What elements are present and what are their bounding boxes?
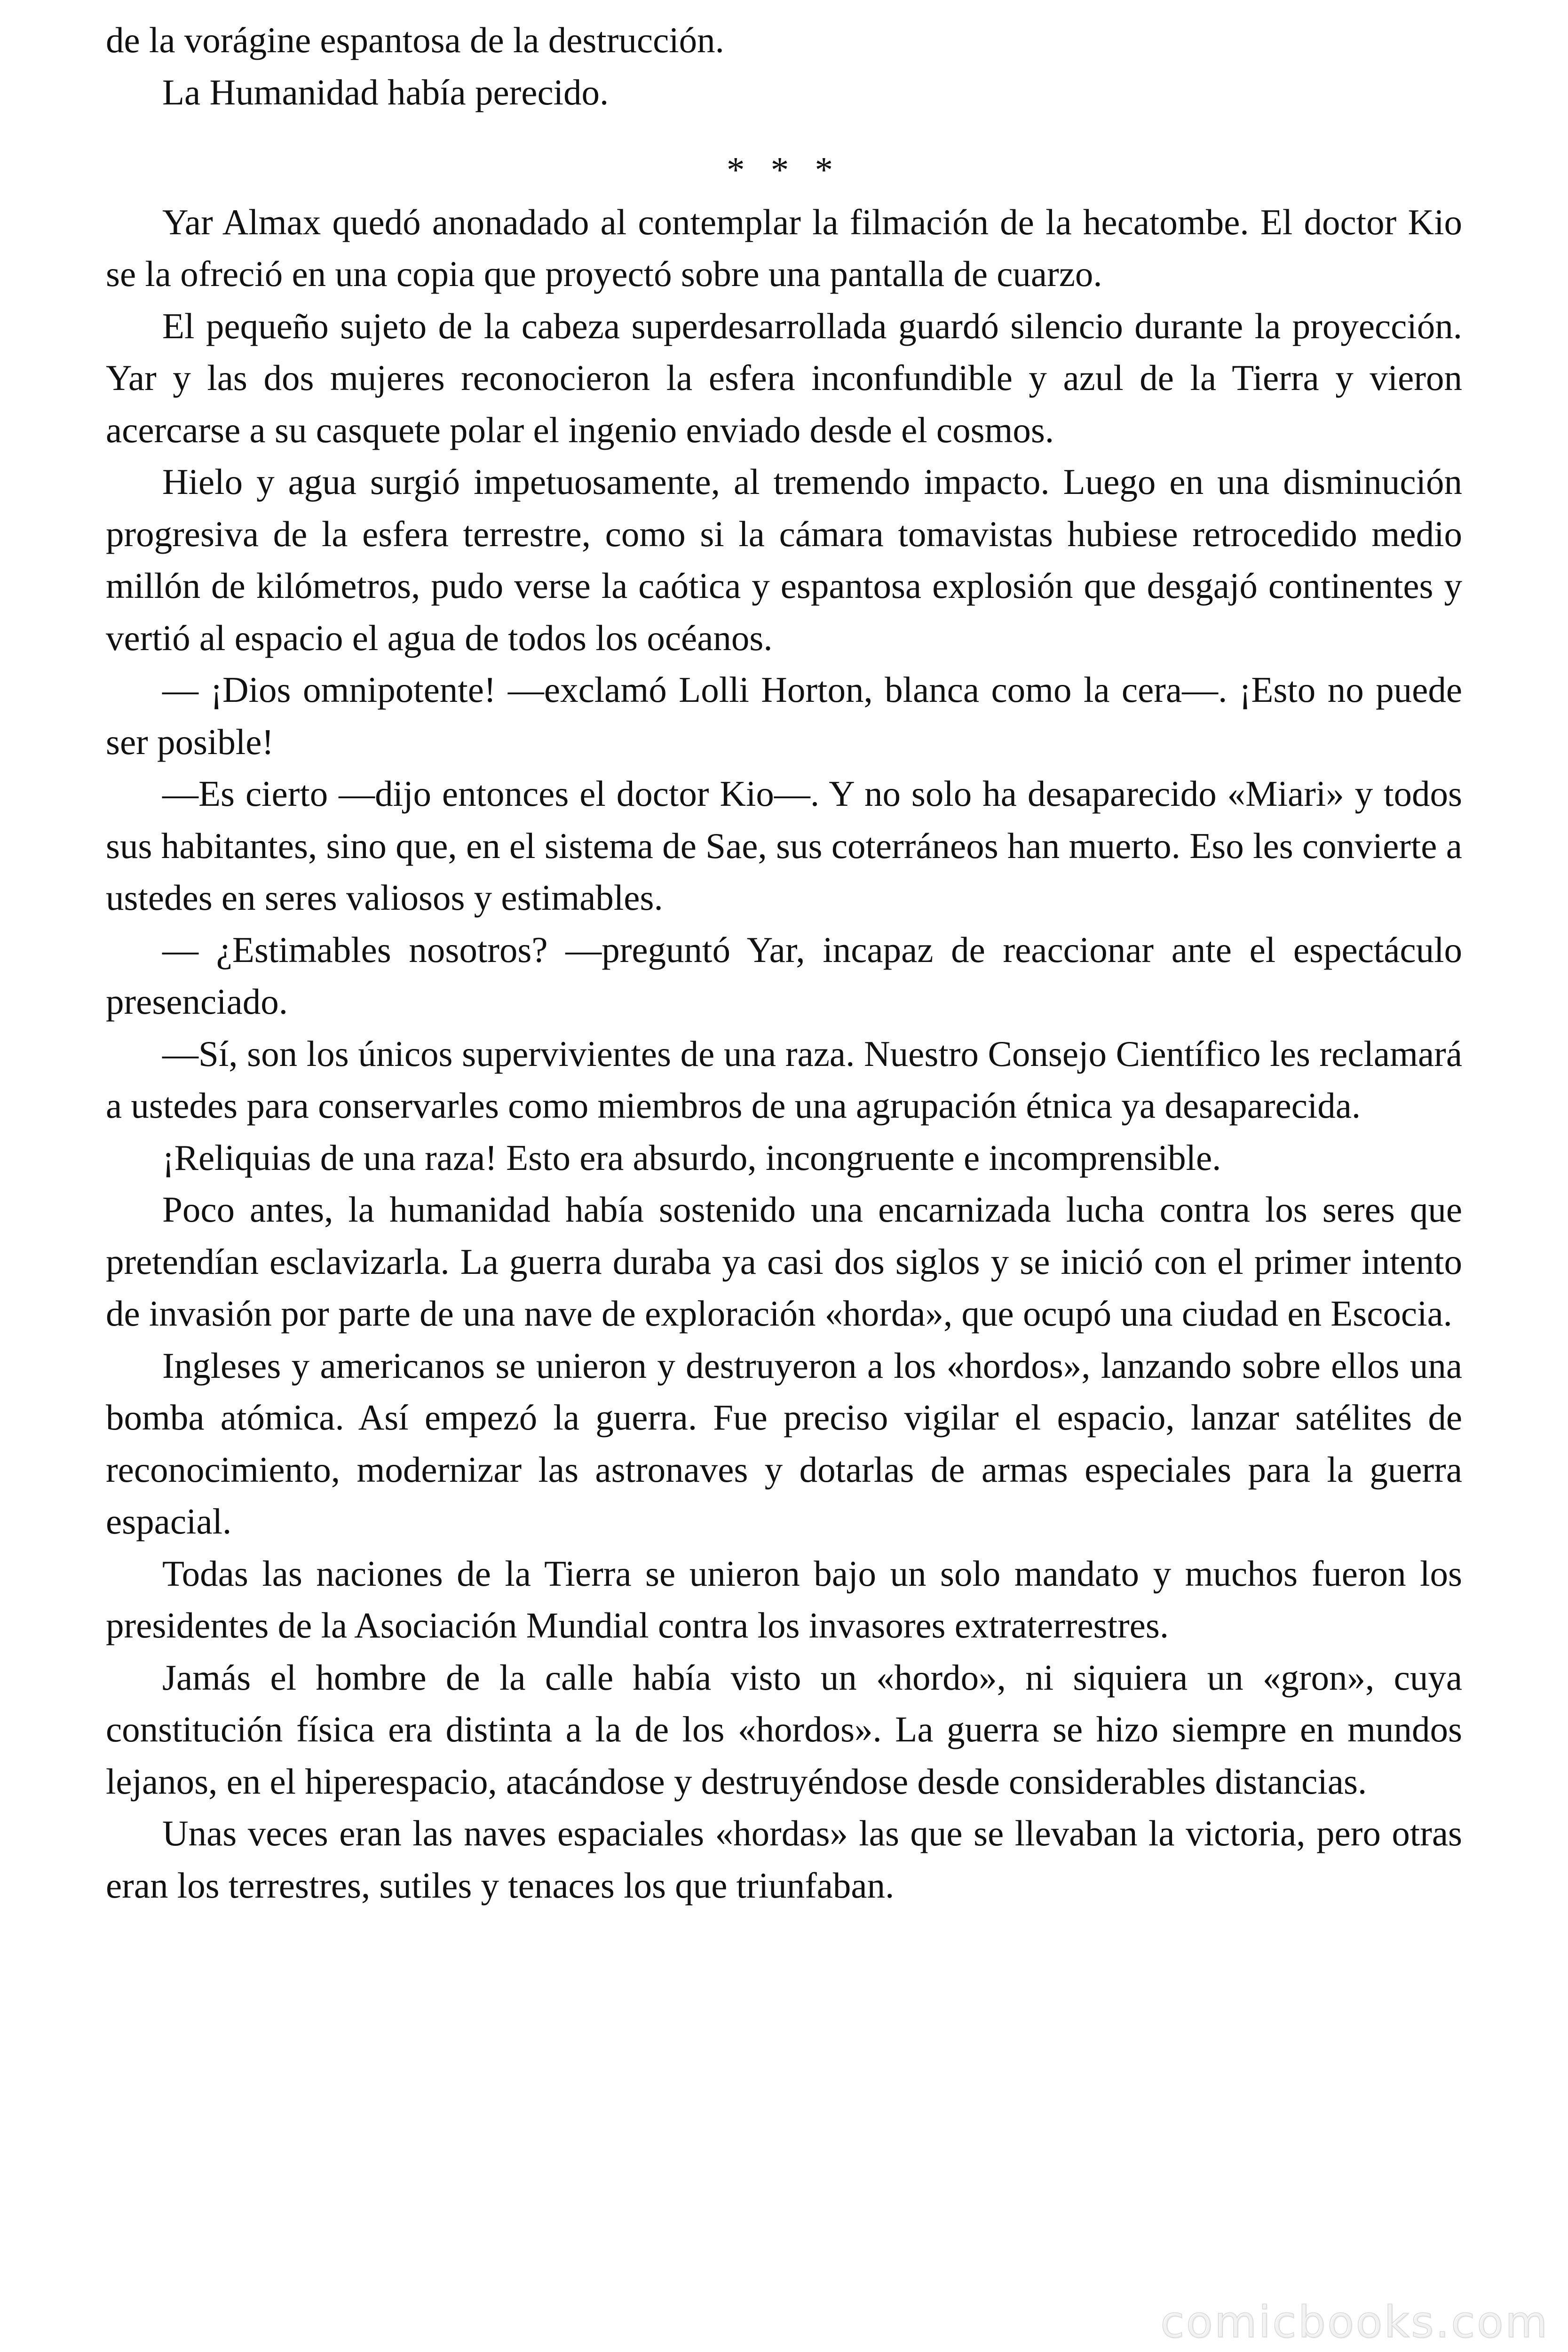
dialogue-paragraph: — ¡Dios omnipotente! —exclamó Lolli Horton, blanca como la cera—. ¡Esto no puede ser posible! xyxy=(106,669,1462,762)
dialogue-paragraph: —Sí, son los únicos supervivientes de una raza. Nuestro Consejo Científico les reclamará a ustedes para conservarles como miembros de una agrupación étnica ya desaparecida. xyxy=(106,1033,1462,1126)
paragraph: Poco antes, la humanidad había sostenido una encarnizada lucha contra los seres que pretendían esclavizarla. La guerra duraba ya casi dos siglos y se inició con el primer intento de invasión por parte de una nave de exploración «horda», que ocupó una ciudad en Escocia. xyxy=(106,1189,1462,1334)
paragraph: ¡Reliquias de una raza! Esto era absurdo, incongruente e incomprensible. xyxy=(162,1137,1221,1178)
opening-line: de la vorágine espantosa de la destrucción. xyxy=(106,20,724,60)
opening-paragraph: La Humanidad había perecido. xyxy=(162,72,609,112)
dialogue-paragraph: —Es cierto —dijo entonces el doctor Kio—. Y no solo ha desaparecido «Miari» y todos sus habitantes, sino que, en el sistema de Sae, sus coterráneos han muerto. Eso les convierte a ustedes en seres valiosos y estimables. xyxy=(106,773,1462,918)
dialogue-paragraph: — ¿Estimables nosotros? —preguntó Yar, incapaz de reaccionar ante el espectáculo presenciado. xyxy=(106,929,1462,1022)
paragraph: Yar Almax quedó anonadado al contemplar la filmación de la hecatombe. El doctor Kio se la ofreció en una copia que proyectó sobre una pantalla de cuarzo. xyxy=(106,201,1462,294)
paragraph: Jamás el hombre de la calle había visto un «hordo», ni siquiera un «gron», cuya constitución física era distinta a la de los «hordos». La guerra se hizo siempre en mundos lejanos, en el hiperespacio, atacándose y destruyéndose desde considerables distancias. xyxy=(106,1657,1462,1802)
section-separator: * * * xyxy=(727,150,841,190)
paragraph: Hielo y agua surgió impetuosamente, al tremendo impacto. Luego en una disminución progresiva de la esfera terrestre, como si la cámara tomavistas hubiese retrocedido medio millón de kilómetros, pudo verse la caótica y espantosa explosión que desgajó continentes y vertió al espacio el agua de todos los océanos. xyxy=(106,461,1462,658)
paragraph: Ingleses y americanos se unieron y destruyeron a los «hordos», lanzando sobre ellos una bomba atómica. Así empezó la guerra. Fue preciso vigilar el espacio, lanzar satélites de reconocimiento, modernizar las astronaves y dotarlas de armas especiales para la guerra espacial. xyxy=(106,1345,1462,1542)
paragraph: Todas las naciones de la Tierra se unieron bajo un solo mandato y muchos fueron los presidentes de la Asociación Mundial contra los invasores extraterrestres. xyxy=(106,1553,1462,1645)
book-page xyxy=(106,14,1462,1911)
paragraph: Unas veces eran las naves espaciales «hordas» las que se llevaban la victoria, pero otras eran los terrestres, sutiles y tenaces los que triunfaban. xyxy=(106,1813,1462,1906)
paragraph: El pequeño sujeto de la cabeza superdesarrollada guardó silencio durante la proyección. Yar y las dos mujeres reconocieron la esfera inconfundible y azul de la Tierra y vieron acercarse a su casquete polar el ingenio enviado desde el cosmos. xyxy=(106,305,1462,450)
watermark-logo: comicbooks.com xyxy=(1160,2297,1549,2347)
